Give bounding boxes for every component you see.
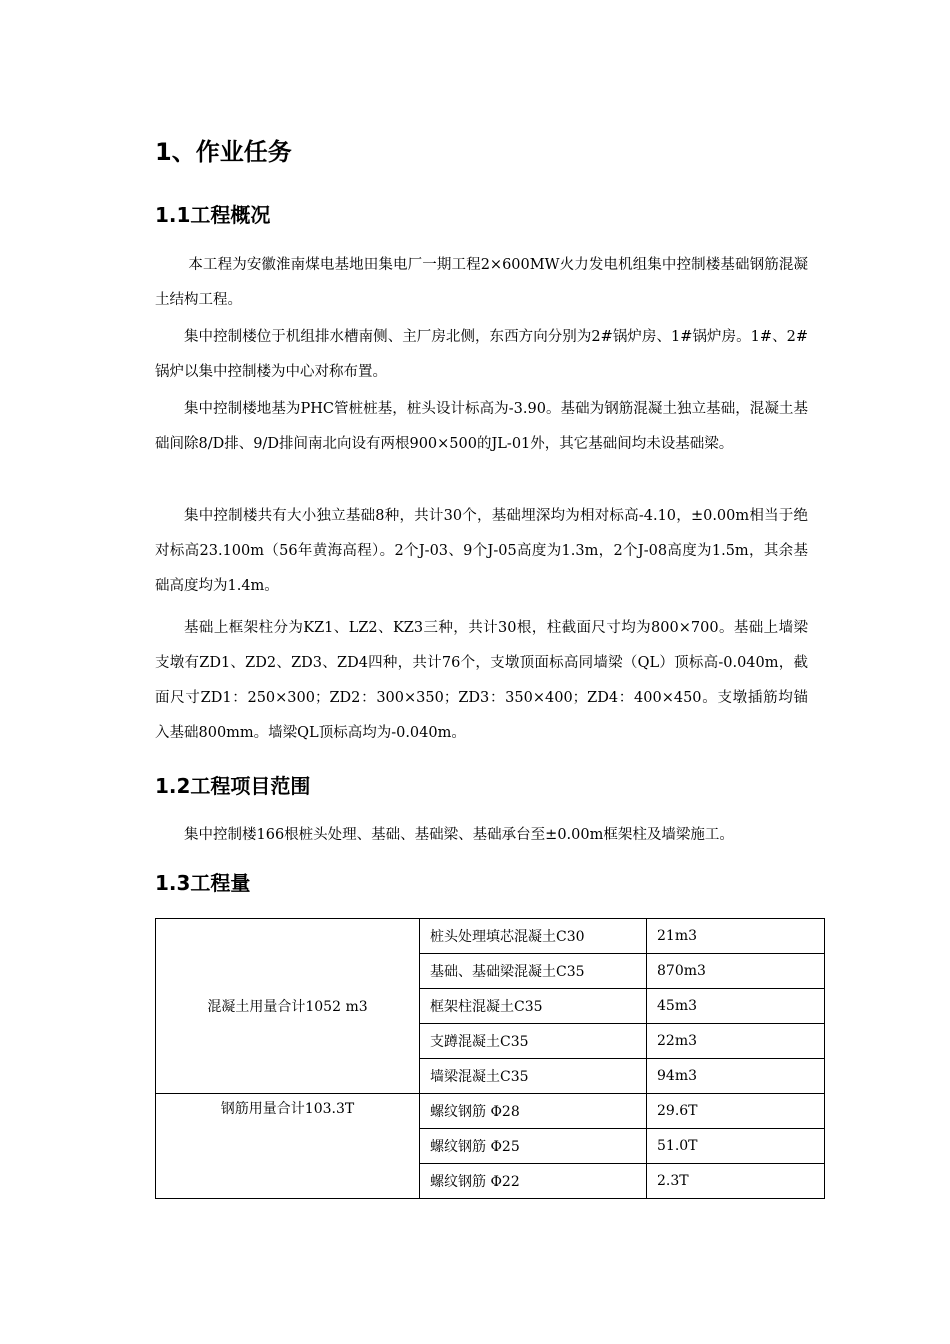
table-qty-cell: 45m3 xyxy=(647,989,825,1024)
table-row xyxy=(156,919,825,954)
subsection-heading-1-3: 1.3工程量 xyxy=(155,871,251,895)
paragraph-overview-2: 集中控制楼位于机组排水槽南侧、主厂房北侧，东西方向分别为2#锅炉房、1#锅炉房。1#、2#锅炉以集中控制楼为中心对称布置。 xyxy=(155,329,808,380)
table-item-cell: 螺纹钢筋 Φ28 xyxy=(420,1094,647,1129)
table-qty-cell: 94m3 xyxy=(647,1059,825,1094)
paragraph-overview-3: 集中控制楼地基为PHC管桩桩基，桩头设计标高为-3.90。基础为钢筋混凝土独立基础，混凝土基础间除8/D排、9/D排间南北向设有两根900×500的JL-01外，其它基础间均未设基础梁。 xyxy=(155,401,808,452)
table-group-cell-rebar: 钢筋用量合计103.3T xyxy=(156,1094,420,1199)
table-qty-cell: 870m3 xyxy=(647,954,825,989)
table-item-cell: 墙梁混凝土C35 xyxy=(420,1059,647,1094)
quantity-table xyxy=(155,918,825,1199)
table-item-cell: 基础、基础梁混凝土C35 xyxy=(420,954,647,989)
table-row xyxy=(156,1094,825,1129)
table-qty-cell: 22m3 xyxy=(647,1024,825,1059)
table-qty-cell: 51.0T xyxy=(647,1129,825,1164)
table-item-cell: 螺纹钢筋 Φ22 xyxy=(420,1164,647,1199)
section-heading-1: 1、作业任务 xyxy=(155,138,292,166)
table-item-cell: 螺纹钢筋 Φ25 xyxy=(420,1129,647,1164)
table-group-cell-concrete: 混凝土用量合计1052 m3 xyxy=(156,919,420,1094)
table-qty-cell: 21m3 xyxy=(647,919,825,954)
table-item-cell: 支蹲混凝土C35 xyxy=(420,1024,647,1059)
paragraph-overview-5: 基础上框架柱分为KZ1、LZ2、KZ3三种，共计30根，柱截面尺寸均为800×700。基础上墙梁支墩有ZD1、ZD2、ZD3、ZD4四种，共计76个，支墩顶面标高同墙梁（QL）顶标高-0.040m，截面尺寸ZD1：250×300；ZD2：300×350；ZD3：350×400；ZD4：400×450。支墩插筋均锚入基础800mm。墙梁QL顶标高均为-0.040m。 xyxy=(155,620,808,741)
table-item-cell: 桩头处理填芯混凝土C30 xyxy=(420,919,647,954)
subsection-heading-1-1: 1.1工程概况 xyxy=(155,203,271,227)
paragraph-scope: 集中控制楼166根桩头处理、基础、基础梁、基础承台至±0.00m框架柱及墙梁施工。 xyxy=(184,827,734,843)
table-item-cell: 框架柱混凝土C35 xyxy=(420,989,647,1024)
paragraph-overview-1: 本工程为安徽淮南煤电基地田集电厂一期工程2×600MW火力发电机组集中控制楼基础钢筋混凝土结构工程。 xyxy=(155,257,808,308)
table-qty-cell: 2.3T xyxy=(647,1164,825,1199)
table-qty-cell: 29.6T xyxy=(647,1094,825,1129)
paragraph-overview-4: 集中控制楼共有大小独立基础8种，共计30个，基础埋深均为相对标高-4.10，±0.00m相当于绝对标高23.100m（56年黄海高程）。2个J-03、9个J-05高度为1.3m，2个J-08高度为1.5m，其余基础高度均为1.4m。 xyxy=(155,508,808,594)
subsection-heading-1-2: 1.2工程项目范围 xyxy=(155,774,311,798)
